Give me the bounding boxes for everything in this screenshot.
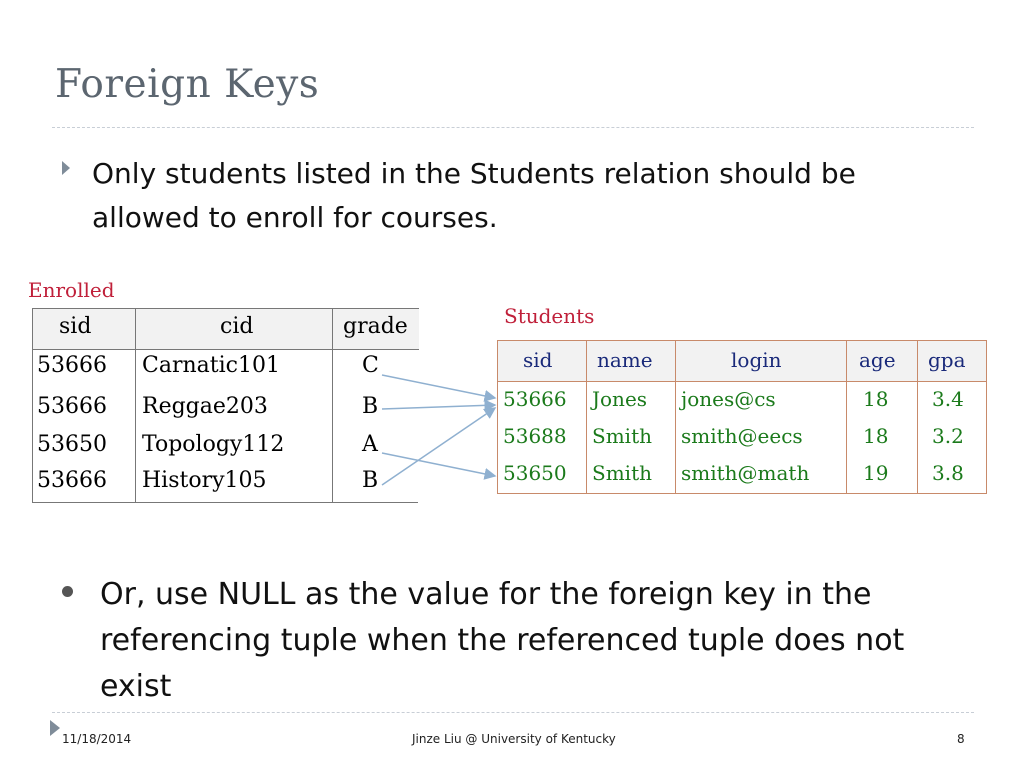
enrolled-cell: 53666 bbox=[37, 468, 107, 493]
bullet-text-1: Only students listed in the Students relation should be allowed to enroll for courses. bbox=[92, 157, 856, 234]
enrolled-cell: Reggae203 bbox=[142, 394, 268, 419]
students-header-sid: sid bbox=[523, 348, 553, 372]
enrolled-header-cid: cid bbox=[220, 314, 254, 339]
enrolled-cell: Carnatic101 bbox=[142, 353, 280, 378]
students-cell: 3.2 bbox=[932, 424, 964, 448]
enrolled-cell: History105 bbox=[142, 468, 267, 493]
students-cell: 53688 bbox=[503, 424, 567, 448]
students-cell: 18 bbox=[863, 387, 889, 411]
students-cell: 3.4 bbox=[932, 387, 964, 411]
reference-arrow bbox=[382, 375, 495, 398]
enrolled-cell: 53666 bbox=[37, 394, 107, 419]
enrolled-cell: 53666 bbox=[37, 353, 107, 378]
enrolled-cell: C bbox=[362, 353, 379, 378]
bullet-text-2: Or, use NULL as the value for the foreign key in the referencing tuple when the referenced tuple does not exist bbox=[100, 577, 905, 704]
students-cell: 18 bbox=[863, 424, 889, 448]
corner-triangle-icon bbox=[50, 720, 60, 736]
students-cell: smith@eecs bbox=[681, 424, 803, 448]
enrolled-cell: B bbox=[362, 394, 379, 419]
students-cell: smith@math bbox=[681, 461, 810, 485]
students-cell: 19 bbox=[863, 461, 889, 485]
students-cell: jones@cs bbox=[681, 387, 776, 411]
enrolled-caption: Enrolled bbox=[28, 278, 115, 302]
students-header-login: login bbox=[731, 348, 782, 372]
reference-arrow bbox=[382, 405, 495, 409]
students-cell: 53650 bbox=[503, 461, 567, 485]
students-cell: Smith bbox=[592, 461, 652, 485]
reference-arrow bbox=[382, 408, 495, 485]
students-header-age: age bbox=[859, 348, 896, 372]
students-cell: 3.8 bbox=[932, 461, 964, 485]
enrolled-cell: Topology112 bbox=[142, 432, 285, 457]
students-cell: Smith bbox=[592, 424, 652, 448]
enrolled-cell: 53650 bbox=[37, 432, 107, 457]
footer-date: 11/18/2014 bbox=[62, 732, 132, 746]
students-cell: 53666 bbox=[503, 387, 567, 411]
dot-bullet-icon bbox=[62, 586, 73, 597]
slide-title: Foreign Keys bbox=[55, 62, 320, 107]
students-caption: Students bbox=[504, 304, 595, 328]
students-header-name: name bbox=[597, 348, 653, 372]
enrolled-header-sid: sid bbox=[59, 314, 92, 339]
students-cell: Jones bbox=[592, 387, 648, 411]
footer-divider bbox=[52, 712, 974, 713]
footer-page-number: 8 bbox=[957, 732, 965, 746]
students-header-gpa: gpa bbox=[928, 348, 966, 372]
enrolled-cell: B bbox=[362, 468, 379, 493]
enrolled-cell: A bbox=[362, 432, 378, 457]
enrolled-header-grade: grade bbox=[343, 314, 408, 339]
footer-author: Jinze Liu @ University of Kentucky bbox=[412, 732, 616, 746]
